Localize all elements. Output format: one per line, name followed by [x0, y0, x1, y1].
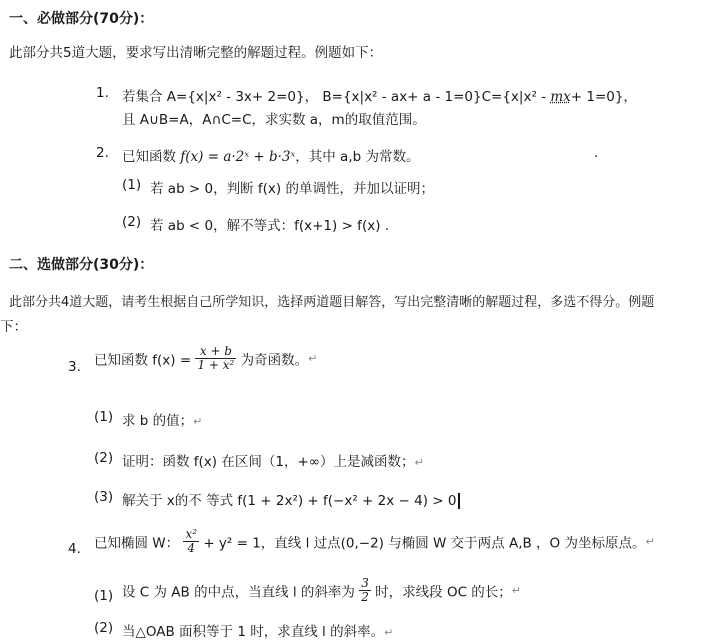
q3-part1-text: 求 b 的值；: [122, 413, 194, 429]
q2-stem: [122, 145, 419, 165]
q4-number: 4.: [68, 541, 81, 557]
q3-part1: [122, 409, 202, 429]
q4-fraction-numerator: x²: [185, 527, 198, 541]
q3-fraction: [195, 345, 236, 372]
return-mark: ↵: [414, 456, 424, 469]
q4-stem-b: + y² = 1，直线 l 过点(0,−2) 与椭圆 W 交于两点 A,B ，O 为坐标原点。: [203, 535, 646, 552]
q4-part1: [122, 577, 521, 604]
q1-number: 1.: [96, 85, 109, 101]
return-mark: ↵: [511, 584, 522, 597]
return-mark: ↵: [308, 352, 318, 365]
q3-part1-number: (1): [94, 409, 114, 425]
q3-fraction-numerator: x + b: [195, 345, 236, 359]
section1-heading: 一、必做部分(70分)：: [9, 11, 154, 27]
q4-part2: [122, 620, 393, 640]
q4-part1-number: (1): [94, 588, 114, 604]
q2-part1-number: (1): [122, 177, 142, 193]
q1-line1-b: + 1=0}，: [570, 89, 637, 105]
q3-part2: [122, 450, 424, 470]
return-mark: ↵: [193, 415, 203, 428]
q3-stem: [94, 345, 317, 372]
q3-number: 3.: [68, 359, 81, 375]
q4-part1-fraction-numerator: 3: [361, 576, 369, 590]
q4-part1-fraction: [359, 577, 371, 604]
q2-number: 2.: [96, 145, 109, 161]
q1-line1: [122, 85, 637, 105]
section2-intro-line1: 此部分共4道大题，请考生根据自己所学知识，选择两道题目解答，写出完整清晰的解题过程，多选不得分。例题: [9, 295, 655, 310]
text-cursor: [458, 493, 460, 509]
q4-part1-b: 时，求线段 OC 的长；: [375, 584, 512, 601]
q4-stem: [94, 528, 655, 555]
q2-stem-a: 已知函数: [122, 149, 181, 165]
q3-part3-number: (3): [94, 489, 114, 505]
q2-part1: 若 ab > 0，判断 f(x) 的单调性，并加以证明；: [150, 181, 434, 197]
q1-line1-a: 若集合 A={x|x² - 3x+ 2=0}， B={x|x² - ax+ a - 1=0}C={x|x² -: [122, 89, 551, 105]
q4-part1-a: 设 C 为 AB 的中点，当直线 l 的斜率为: [122, 584, 355, 601]
q2-stem-b: ，其中 a,b 为常数。: [295, 149, 420, 165]
q2-stray-dot: .: [594, 145, 599, 161]
q4-stem-a: 已知椭圆 W：: [94, 535, 180, 552]
q3-part3-text: 解关于 x的不 等式 f(1 + 2x²) + f(−x² + 2x − 4) > 0: [122, 493, 457, 509]
q3-part2-number: (2): [94, 450, 114, 466]
q3-part2-text: 证明：函数 f(x) 在区间（1，+∞）上是减函数；: [122, 454, 415, 470]
q2-function: f(x) = a·2ˣ + b·3ˣ: [180, 149, 296, 165]
section2-intro-line2: 下：: [0, 319, 27, 335]
q3-part3: [122, 489, 460, 509]
return-mark: ↵: [645, 535, 655, 548]
q2-part2: 若 ab < 0，解不等式：f(x+1) > f(x) .: [150, 218, 390, 234]
q4-part2-number: (2): [94, 620, 114, 636]
q2-part2-number: (2): [122, 214, 142, 230]
q3-stem-b: 为奇函数。: [240, 352, 309, 369]
q4-part1-fraction-denominator: 2: [361, 590, 369, 604]
section1-intro: 此部分共5道大题，要求写出清晰完整的解题过程。例题如下：: [9, 45, 383, 61]
return-mark: ↵: [384, 626, 394, 639]
q4-fraction: [183, 528, 199, 555]
q3-fraction-denominator: 1 + x²: [197, 358, 235, 372]
section2-heading: 二、选做部分(30分)：: [9, 257, 154, 273]
q4-part2-text: 当△OAB 面积等于 1 时，求直线 l 的斜率。: [122, 624, 385, 640]
q1-line2: 且 A∪B=A，A∩C=C，求实数 a，m的取值范围。: [122, 112, 426, 128]
q1-line1-mx: mx: [550, 89, 571, 105]
q3-stem-a: 已知函数 f(x) =: [94, 352, 192, 369]
q4-fraction-denominator: 4: [187, 541, 196, 555]
